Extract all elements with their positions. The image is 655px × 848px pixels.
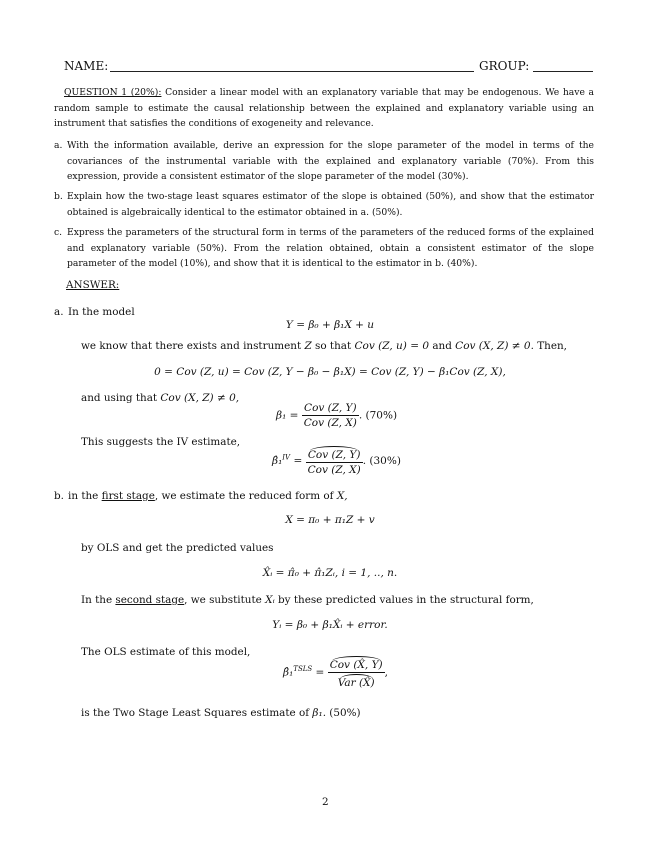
- text: and: [429, 340, 456, 352]
- text: is the Two Stage Least Squares estimate of: [81, 707, 313, 719]
- beta1-hat: β̂₁: [283, 666, 294, 679]
- page-number: 2: [322, 796, 329, 808]
- math-xi: Xᵢ: [265, 594, 275, 606]
- item-letter: a.: [54, 140, 63, 151]
- answer-b-line5: [81, 706, 361, 722]
- text: . (50%): [322, 707, 361, 719]
- name-line: [110, 71, 474, 72]
- equation-covariance-derivation: 0 = Cov (Z, u) = Cov (Z, Y − β₀ − β₁X) = Cov (Z, Y) − β₁Cov (Z, X),: [154, 366, 506, 378]
- numerator: Cov (Z, Y): [302, 402, 359, 416]
- equation-reduced-form: X = π₀ + π₁Z + v: [285, 514, 375, 526]
- math-z: Z: [304, 340, 312, 352]
- answer-a-line4: This suggests the IV estimate,: [81, 436, 241, 448]
- answer-a-line2: [81, 339, 567, 355]
- question-item-c: [54, 225, 594, 272]
- math-relevance: Cov (X, Z) ≠ 0: [455, 340, 531, 352]
- second-stage-term: second stage: [115, 594, 185, 606]
- item-text: Explain how the two-stage least squares estimator of the slope is obtained (50%), and show that the estimator obtained is algebraically identical to the estimator obtained in a. (50%).: [67, 191, 594, 218]
- answer-b-line1: [68, 489, 348, 505]
- group-line: [533, 71, 593, 72]
- numerator: Cov (X̂, Y): [330, 656, 383, 671]
- text: , we substitute: [184, 594, 266, 606]
- equation-tsls-estimate: β̂₁$^{TSLS}$ = $\frac{\text{Cov (X̂, Y)}}{\text{Var (X̂)}}$ ,: [283, 656, 388, 689]
- item-letter: c.: [54, 227, 63, 238]
- question-intro: [54, 85, 594, 132]
- beta1-lhs: β₁ =: [276, 409, 299, 422]
- answer-b-letter: b.: [54, 490, 64, 502]
- equation-beta1: [276, 402, 397, 429]
- text: by these predicted values in the structural form,: [274, 594, 534, 606]
- denominator: Var (X̂): [338, 674, 375, 689]
- answer-a-intro: In the model: [68, 306, 135, 318]
- fraction: [328, 656, 385, 689]
- text: In the: [81, 594, 116, 606]
- numerator: Cov (Z, Y): [308, 446, 361, 461]
- math-relevance: Cov (X, Z) ≠ 0,: [160, 392, 240, 404]
- equation-structural-model: Y = β₀ + β₁X + u: [285, 319, 375, 331]
- question-intro-text: Consider a linear model with an explanatory variable that may be endogenous. We have a random sample to estimate the causal relationship between the explained and explanatory variable using an instrument that satisfies the conditions of exogeneity and relevance.: [54, 87, 595, 130]
- beta1-hat: β̂₁: [272, 455, 283, 467]
- question-item-a: [54, 138, 594, 185]
- math-beta1: β₁: [312, 707, 323, 719]
- answer-b-line2: by OLS and get the predicted values: [81, 542, 274, 554]
- text: we know that there exists and instrument: [81, 340, 305, 352]
- denominator: Cov (Z, X): [307, 464, 361, 476]
- denominator: Cov (Z, X): [303, 417, 357, 429]
- answer-a-line3: [81, 391, 239, 407]
- question-item-b: [54, 189, 594, 220]
- math-exogeneity: Cov (Z, u) = 0: [354, 340, 430, 352]
- first-stage-term: first stage: [101, 490, 155, 502]
- fraction: [306, 446, 363, 476]
- math-x: X,: [336, 490, 348, 502]
- item-text: Express the parameters of the structural form in terms of the parameters of the reduced forms of the explained and explanatory variable (50%). From the relation obtained, obtain a consistent estimator of the slope parameter of the model (10%), and show that it is identical to the estimator in b. (40%).: [67, 227, 594, 270]
- percentage: . (30%): [362, 455, 401, 467]
- item-text: With the information available, derive an expression for the slope parameter of the model in terms of the covariances of the instrumental variable with the explained and explanatory variable (70%). From this expression, provide a consistent estimator of the slope parameter of the model (30%).: [67, 140, 594, 183]
- answer-b-line4: The OLS estimate of this model,: [81, 646, 251, 658]
- group-label: GROUP:: [479, 59, 530, 73]
- superscript-tsls: TSLS: [293, 665, 313, 673]
- name-label: NAME:: [64, 59, 109, 73]
- answer-a-letter: a.: [54, 306, 64, 318]
- text: , we estimate the reduced form of: [154, 490, 337, 502]
- equation-predicted-values: X̂ᵢ = π̂₀ + π̂₁Zᵢ, i = 1, .., n.: [262, 567, 398, 579]
- question-title: QUESTION 1 (20%):: [64, 87, 162, 98]
- fraction: [302, 402, 359, 429]
- text: and using that: [81, 392, 161, 404]
- equation-second-stage: Yᵢ = β₀ + β₁X̂ᵢ + error.: [272, 619, 388, 631]
- text: in the: [68, 490, 102, 502]
- percentage: . (70%): [358, 409, 398, 422]
- superscript-iv: IV: [282, 453, 291, 462]
- answer-label: ANSWER:: [66, 279, 120, 291]
- item-letter: b.: [54, 191, 63, 202]
- text: . Then,: [530, 340, 567, 352]
- text: so that: [311, 340, 355, 352]
- answer-b-line3: [81, 593, 534, 609]
- equation-iv-estimate: β̂₁$^{IV}$ = $\frac{\text{Cov (Z, Y)}}{\text{Cov (Z, X)}}$ . (30%): [272, 446, 401, 476]
